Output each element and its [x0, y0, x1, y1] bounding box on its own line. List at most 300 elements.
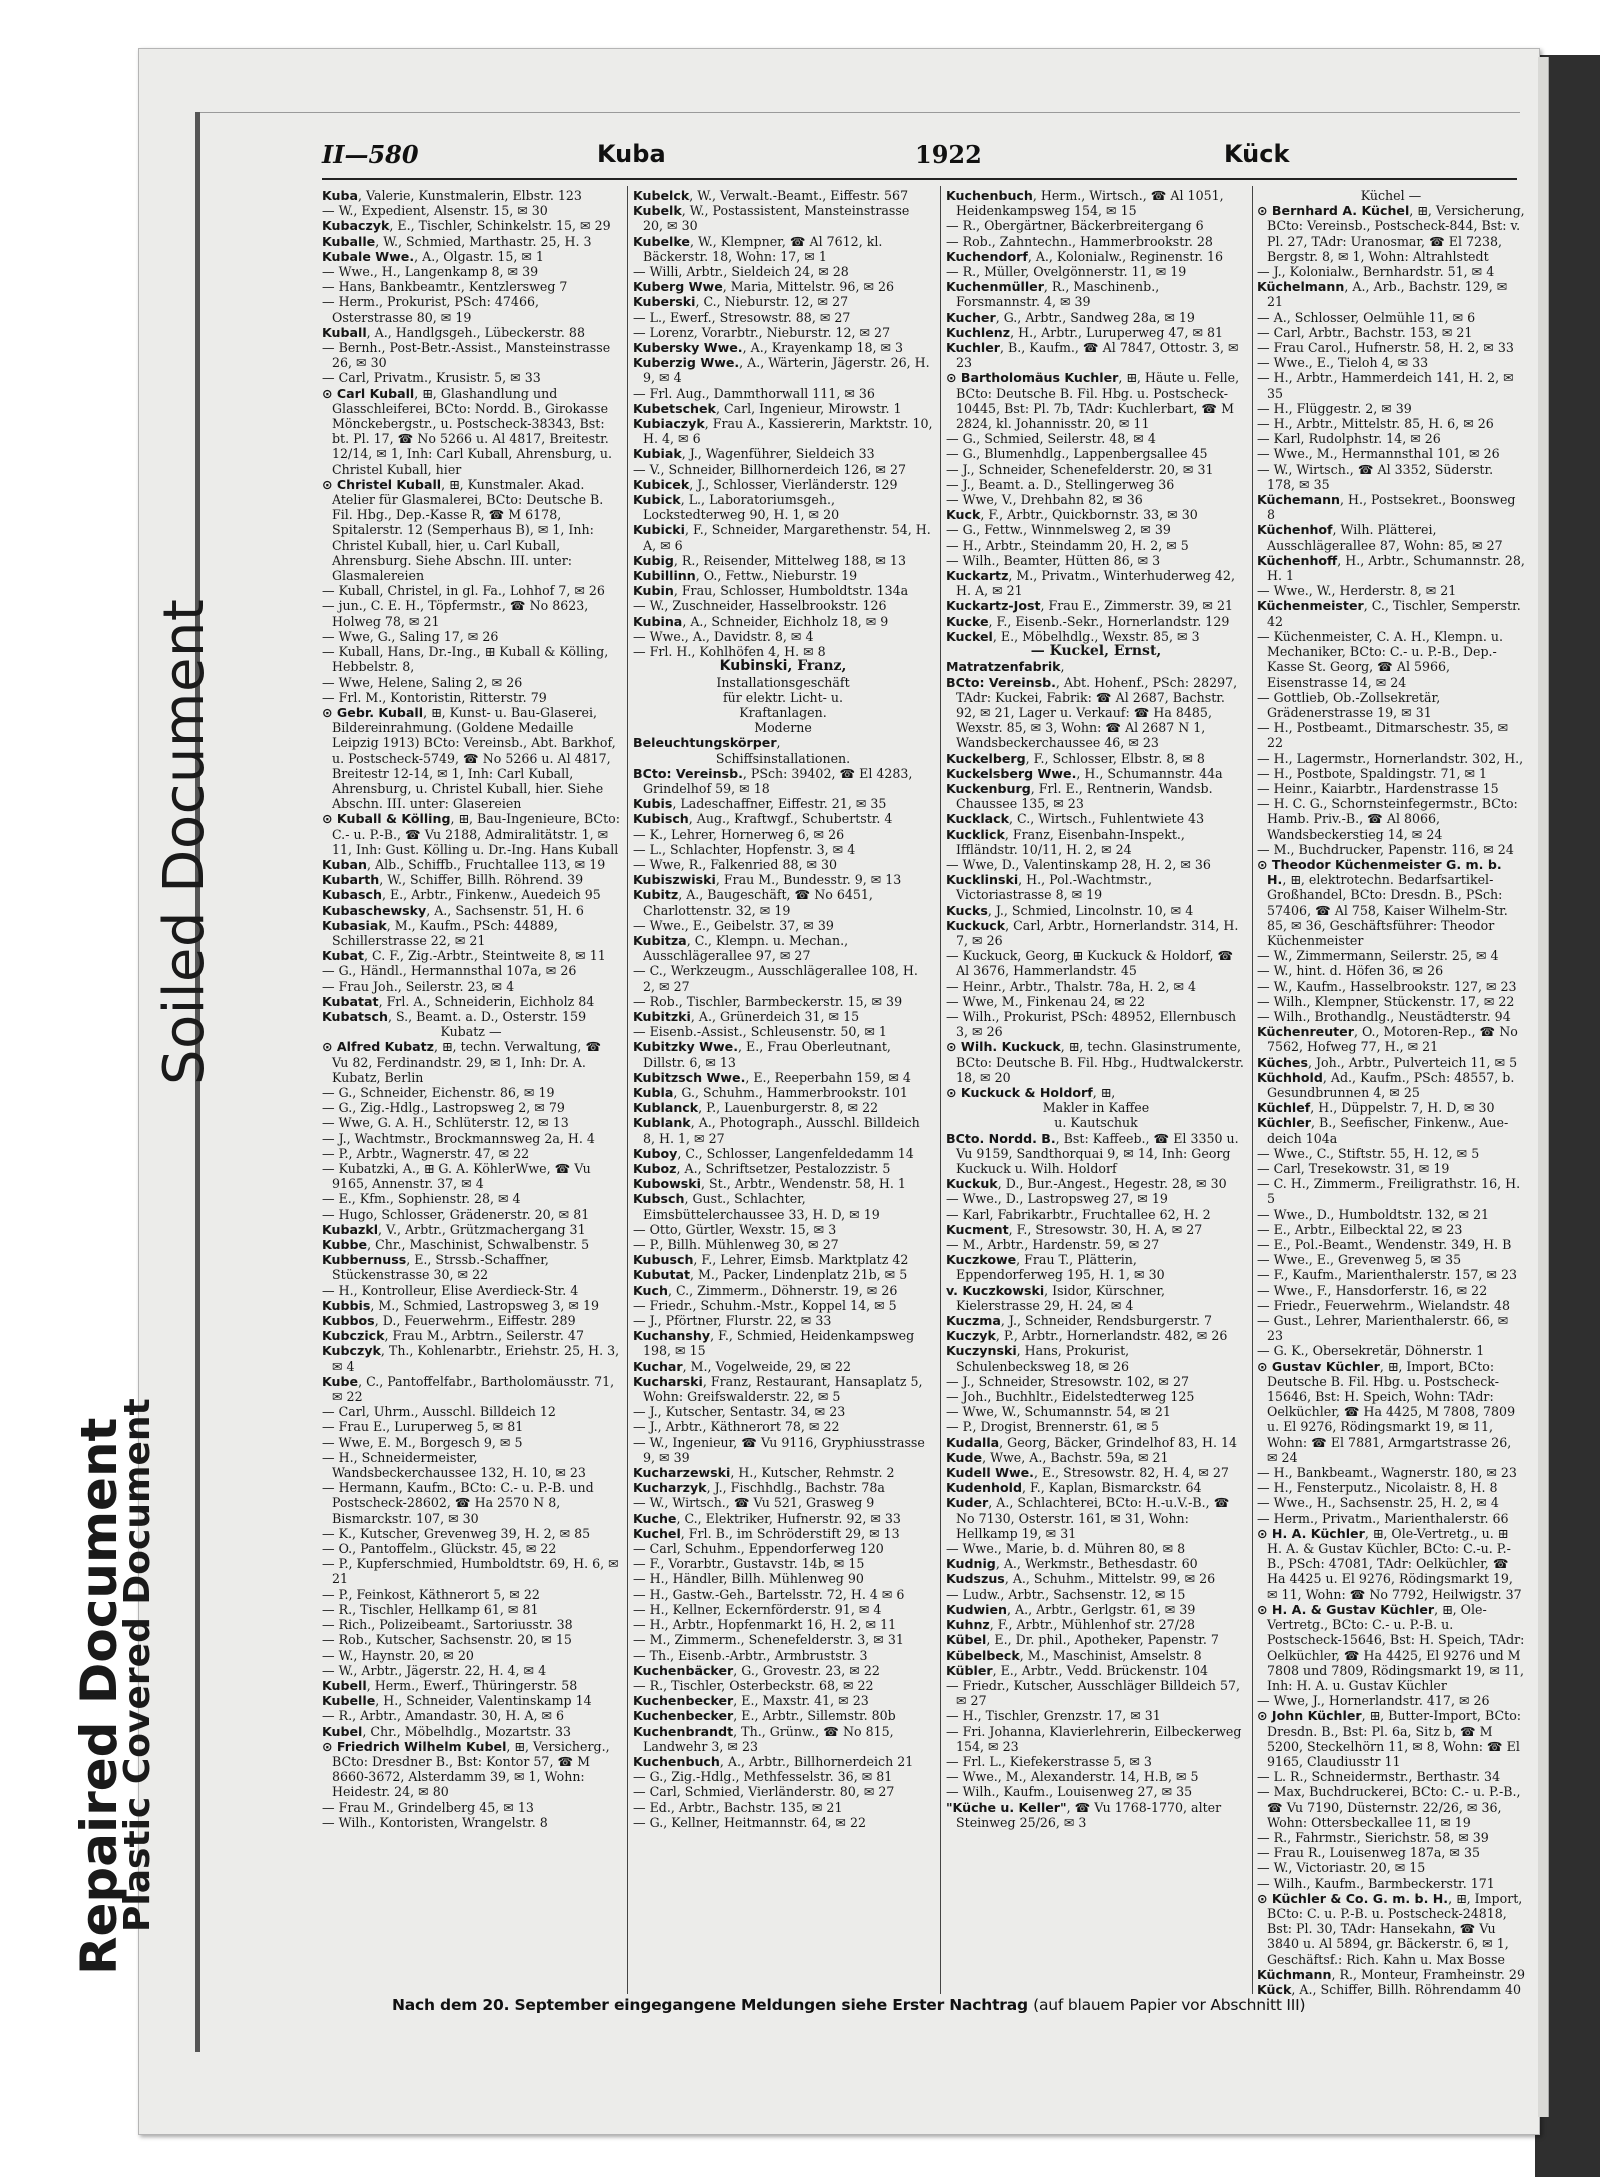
- directory-entry: Kuchenbecker, E., Maxstr. 41, ✉ 23: [633, 1693, 869, 1709]
- directory-entry: Kuckelberg, F., Schlosser, Elbstr. 8, ✉ 8: [946, 750, 1205, 766]
- directory-entry: — Fri. Johanna, Klavierlehrerin, Eilbeckerweg 154, ✉ 23: [946, 1723, 1242, 1754]
- directory-entry: Kuckelsberg Wwe., H., Schumannstr. 44a: [946, 765, 1223, 781]
- directory-entry: — J., Kutscher, Sentastr. 34, ✉ 23: [633, 1404, 846, 1420]
- directory-entry: Kuberg Wwe, Maria, Mittelstr. 96, ✉ 26: [633, 279, 895, 295]
- directory-entry: — J., Schneider, Schenefelderstr. 20, ✉ 31: [946, 461, 1214, 477]
- directory-entry: ⊙ Küchler & Co. G. m. b. H., ⊞, Import, BCto: C. u. P.-B. u. Postscheck-24818, Bst: Pl. 30, TAdr: Hansekahn, ☎ Vu 3840 u. Al 5894, gr. Bäckerstr. 6, ✉ 1, Geschäftsf.: Rich. Kahn u. Max Bosse: [1257, 1890, 1523, 1967]
- directory-entry: Kuchenbrandt, Th., Grünw., ☎ No 815, Landwehr 3, ✉ 23: [633, 1723, 894, 1754]
- directory-entry: — Eisenb.-Assist., Schleusenstr. 50, ✉ 1: [633, 1024, 887, 1040]
- footer-paren: (auf blauem Papier vor Abschnitt III): [1033, 1996, 1306, 2014]
- directory-entry: Matratzenfabrik,: [946, 659, 1065, 675]
- directory-entry: — M., Arbtr., Hardenstr. 59, ✉ 27: [946, 1237, 1160, 1253]
- directory-entry: Kudnig, A., Werkmstr., Bethesdastr. 60: [946, 1556, 1198, 1572]
- directory-entry: Kück, A., Schiffer, Billh. Röhrendamm 40: [1257, 1981, 1522, 1997]
- directory-entry: ⊙ H. A. Küchler, ⊞, Ole-Vertretg., u. ⊞ H. A. & Gustav Küchler, BCto: C.-u. P.-B., PSch: 47081, TAdr: Oelküchler, ☎ Ha 4425 u. El 9276, Rödingsmarkt 19, ✉ 11, Wohn: ☎ No 7792, Heilwigstr. 37: [1257, 1525, 1522, 1602]
- directory-entry: Kubsch, Gust., Schlachter, Eimsbüttelerchaussee 33, H. D, ✉ 19: [633, 1191, 880, 1222]
- directory-entry: Kubitzsch Wwe., E., Reeperbahn 159, ✉ 4: [633, 1069, 911, 1085]
- directory-entry: Kuchenbäcker, G., Grovestr. 23, ✉ 22: [633, 1662, 880, 1678]
- directory-entry: Küchenhoff, H., Arbtr., Schumannstr. 28, H. 1: [1257, 552, 1525, 584]
- directory-entry: Kudalla, Georg, Bäcker, Grindelhof 83, H. 14: [946, 1434, 1238, 1450]
- directory-entry: ⊙ Bernhard A. Küchel, ⊞, Versicherung, BCto: Vereinsb., Postscheck-844, Bst: v. Pl. 27, TAdr: Uranosmar, ☎ El 7238, Bergstr. 8, ✉ 1, Wohn: Altrahlstedt: [1257, 203, 1525, 264]
- directory-entry: — W., Haynstr. 20, ✉ 20: [322, 1647, 474, 1663]
- directory-entry: — Rich., Polizeibeamt., Sartoriusstr. 38: [322, 1617, 573, 1633]
- directory-entry: Kuder, A., Schlachterei, BCto: H.-u.V.-B., ☎ No 7130, Osterstr. 161, ✉ 31, Wohn: Hellkamp 19, ✉ 31: [946, 1495, 1230, 1541]
- directory-entry: Kubelke, W., Klempner, ☎ Al 7612, kl. Bäckerstr. 18, Wohn: 17, ✉ 1: [633, 233, 883, 264]
- directory-entry: — Wwe., H., Sachsenstr. 25, H. 2, ✉ 4: [1257, 1495, 1499, 1511]
- directory-entry: Küchelmann, A., Arb., Bachstr. 129, ✉ 21: [1257, 279, 1508, 310]
- directory-entry: Kubowski, St., Arbtr., Wendenstr. 58, H. 1: [633, 1176, 906, 1192]
- directory-entry: Kucklack, C., Wirtsch., Fuhlentwiete 43: [946, 811, 1205, 827]
- page-top-edge: [200, 112, 1520, 113]
- directory-entry: Kübelbeck, M., Maschinist, Amselstr. 8: [946, 1647, 1202, 1663]
- directory-entry: Kubillinn, O., Fettw., Nieburstr. 19: [633, 568, 858, 584]
- directory-entry: — Gust., Lehrer, Marienthalerstr. 66, ✉ 23: [1257, 1313, 1509, 1344]
- directory-entry: — R., Müller, Ovelgönnerstr. 11, ✉ 19: [946, 264, 1187, 280]
- directory-entry: — G., Kellner, Heitmannstr. 64, ✉ 22: [633, 1814, 866, 1830]
- directory-entry: — P., Kupferschmied, Humboldtstr. 69, H. 6, ✉ 21: [322, 1556, 619, 1587]
- directory-entry: Küchhold, Ad., Kaufm., PSch: 48557, b. Gesundbrunnen 4, ✉ 25: [1257, 1069, 1515, 1100]
- directory-entry: — Wwe., M., Alexanderstr. 14, H.B, ✉ 5: [946, 1769, 1199, 1785]
- directory-entry: Kubbis, M., Schmied, Lastropsweg 3, ✉ 19: [322, 1297, 599, 1313]
- directory-entry: — Herm., Privatm., Marienthalerstr. 66: [1257, 1510, 1509, 1526]
- directory-entry: Kubitzki, A., Grünerdeich 31, ✉ 15: [633, 1008, 860, 1024]
- footer-main: Nach dem 20. September eingegangene Meldungen siehe Erster Nachtrag: [392, 1996, 1028, 2014]
- directory-entry: Kubazkl, V., Arbtr., Grützmachergang 31: [322, 1221, 586, 1237]
- directory-entry: Küchenreuter, O., Motoren-Rep., ☎ No 7562, Hofweg 77, H., ✉ 21: [1257, 1024, 1518, 1055]
- directory-entry: Kuckuck, Carl, Arbtr., Hornerlandstr. 314, H. 7, ✉ 26: [946, 917, 1239, 948]
- directory-entry: Schiffsinstallationen.: [715, 750, 851, 766]
- directory-entry: Kucks, J., Schmied, Lincolnstr. 10, ✉ 4: [946, 902, 1194, 918]
- directory-entry: Kubis, Ladeschaffner, Eiffestr. 21, ✉ 35: [633, 796, 887, 812]
- directory-entry: — M., Zimmerm., Schenefelderstr. 3, ✉ 31: [633, 1632, 904, 1648]
- directory-entry: — Carl, Privatm., Krusistr. 5, ✉ 33: [322, 370, 541, 386]
- directory-entry: — Friedr., Kutscher, Ausschläger Billdeich 57, ✉ 27: [946, 1677, 1241, 1709]
- directory-entry: — W., Kaufm., Hasselbrookstr. 127, ✉ 23: [1257, 978, 1517, 994]
- directory-entry: — P., Arbtr., Wagnerstr. 47, ✉ 22: [322, 1145, 530, 1161]
- directory-entry: — Kuckel, Ernst,: [1030, 643, 1162, 660]
- directory-entry: Kubig, R., Reisender, Mittelweg 188, ✉ 13: [633, 552, 906, 568]
- directory-entry: BCto. Nordd. B., Bst: Kaffeeb., ☎ El 3350 u. Vu 9159, Sandthorquai 9, ✉ 14, Inh: Georg Kuckuck u. Wilh. Holdorf: [946, 1130, 1239, 1176]
- page-header: [322, 140, 1522, 176]
- header-keyword-left: Kuba: [597, 140, 666, 168]
- directory-entry: Kucklinski, H., Pol.-Wachtmstr., Victoriastrasse 8, ✉ 19: [946, 872, 1152, 903]
- directory-entry: — P., Billh. Mühlenweg 30, ✉ 27: [633, 1237, 839, 1253]
- directory-column-3: [946, 188, 1246, 1988]
- directory-entry: — H., Postbote, Spaldingstr. 71, ✉ 1: [1257, 765, 1488, 781]
- directory-entry: — H., Kontrolleur, Elise Averdieck-Str. 4: [322, 1282, 579, 1298]
- directory-entry: Kube, C., Pantoffelfabr., Bartholomäusstr. 71, ✉ 22: [322, 1373, 615, 1405]
- directory-entry: Kuckenburg, Frl. E., Rentnerin, Wandsb. Chaussee 135, ✉ 23: [946, 780, 1213, 812]
- directory-entry: Kubicek, J., Schlosser, Vierländerstr. 129: [633, 476, 898, 492]
- directory-entry: Kubbos, D., Feuerwehrm., Eiffestr. 289: [322, 1313, 576, 1329]
- directory-entry: — Ed., Arbtr., Bachstr. 135, ✉ 21: [633, 1799, 843, 1815]
- directory-entry: — H., Arbtr., Steindamm 20, H. 2, ✉ 5: [946, 537, 1189, 553]
- directory-entry: Küchlef, H., Düppelstr. 7, H. D, ✉ 30: [1257, 1100, 1495, 1116]
- directory-entry: — H., Bankbeamt., Wagnerstr. 180, ✉ 23: [1257, 1465, 1517, 1481]
- directory-entry: Kubale Wwe., A., Olgastr. 15, ✉ 1: [322, 248, 544, 264]
- directory-entry: — H., Postbeamt., Ditmarschestr. 35, ✉ 22: [1257, 720, 1509, 751]
- directory-entry: — W., Wirtsch., ☎ Vu 521, Grasweg 9: [633, 1495, 875, 1511]
- directory-entry: Kucharzewski, H., Kutscher, Rehmstr. 2: [633, 1465, 895, 1481]
- directory-entry: Kuczyk, P., Arbtr., Hornerlandstr. 482, ✉ 26: [946, 1328, 1228, 1344]
- directory-entry: Kudenhold, F., Kaplan, Bismarckstr. 64: [946, 1480, 1202, 1496]
- directory-entry: — Wilh., Brothandlg., Neustädterstr. 94: [1257, 1008, 1511, 1024]
- directory-entry: — Hans, Bankbeamtr., Kentzlersweg 7: [322, 279, 568, 295]
- directory-entry: — Rob., Tischler, Barmbeckerstr. 15, ✉ 39: [633, 993, 903, 1009]
- directory-entry: — G., Schmied, Seilerstr. 48, ✉ 4: [946, 431, 1156, 447]
- directory-entry: — G., Händl., Hermannsthal 107a, ✉ 26: [322, 963, 577, 979]
- directory-entry: — Heinr., Kaiarbtr., Hardenstrasse 15: [1257, 780, 1499, 796]
- directory-entry: — W., hint. d. Höfen 36, ✉ 26: [1257, 963, 1444, 979]
- directory-entry: — G., Schneider, Eichenstr. 86, ✉ 19: [322, 1084, 555, 1100]
- directory-entry: — Carl, Tresekowstr. 31, ✉ 19: [1257, 1161, 1450, 1176]
- repaired-document-label: Repaired Document: [70, 1417, 128, 1975]
- directory-entry: Kubin, Frau, Schlosser, Humboldtstr. 134a: [633, 583, 909, 599]
- page-number: II—580: [322, 140, 419, 169]
- directory-entry: ⊙ Gustav Küchler, ⊞, Import, BCto: Deutsche B. Fil. Hbg. u. Postscheck-15646, Bst: H. Speich, Wohn: TAdr: Oelküchler, ☎ Ha 4425, M 7808, 7809 u. El 9276, Rödingsmarkt 19, ✉ 11, Wohn: ☎ El 7881, Armgartstrasse 26, ✉ 24: [1257, 1358, 1516, 1465]
- directory-entry: Kubina, A., Schneider, Eichholz 18, ✉ 9: [633, 613, 889, 629]
- directory-entry: — R., Tischler, Osterbeckstr. 68, ✉ 22: [633, 1677, 874, 1693]
- directory-entry: — Wilh., Klempner, Stückenstr. 17, ✉ 22: [1257, 993, 1515, 1009]
- directory-entry: — H., Flüggestr. 2, ✉ 39: [1257, 400, 1412, 416]
- directory-entry: — J., Pförtner, Flurstr. 22, ✉ 33: [633, 1313, 832, 1329]
- directory-entry: — Wwe, G. A. H., Schlüterstr. 12, ✉ 13: [322, 1115, 569, 1131]
- footer-note: [392, 1996, 1532, 2014]
- directory-entry: — Wwe., W., Herderstr. 8, ✉ 21: [1257, 583, 1457, 599]
- directory-entry: Kuboz, A., Schriftsetzer, Pestalozzistr. 5: [633, 1161, 891, 1176]
- directory-entry: Kuchler, B., Kaufm., ☎ Al 7847, Ottostr. 3, ✉ 23: [946, 340, 1239, 371]
- directory-entry: Kubczick, Frau M., Arbtrn., Seilerstr. 47: [322, 1328, 584, 1344]
- directory-column-1: [322, 188, 620, 1988]
- directory-entry: — Wwe, D., Valentinskamp 28, H. 2, ✉ 36: [946, 856, 1211, 872]
- directory-entry: — Wwe, R., Falkenried 88, ✉ 30: [633, 856, 838, 872]
- directory-entry: ⊙ Wilh. Kuckuck, ⊞, techn. Glasinstrumente, BCto: Deutsche B. Fil. Hbg., Hudtwalckerstr. 18, ✉ 20: [946, 1039, 1244, 1085]
- directory-entry: — L. R., Schneidermstr., Berthastr. 34: [1257, 1769, 1501, 1785]
- directory-entry: — Wwe., D., Humboldtstr. 132, ✉ 21: [1257, 1206, 1490, 1222]
- directory-entry: — Willi, Arbtr., Sieldeich 24, ✉ 28: [633, 264, 849, 280]
- directory-entry: Kubiszwiski, Frau M., Bundesstr. 9, ✉ 13: [633, 872, 902, 888]
- directory-entry: — Frau Carol., Hufnerstr. 58, H. 2, ✉ 33: [1257, 340, 1514, 356]
- directory-entry: — J., Wachtmstr., Brockmannsweg 2a, H. 4: [322, 1130, 595, 1146]
- directory-entry: — Bernh., Post-Betr.-Assist., Mansteinstrasse 26, ✉ 30: [322, 340, 611, 371]
- column-divider: [1252, 186, 1253, 1994]
- directory-entry: ⊙ H. A. & Gustav Küchler, ⊞, Ole-Vertretg., BCto: C.- u. P.-B. u. Postscheck-15646, Bst: H. Speich, TAdr: Oelküchler, ☎ Ha 4425, El 9276 und M 7808 und 7809, Rödingsmarkt 19, ✉ 11, Inh: H. A. u. Gustav Küchler: [1257, 1601, 1525, 1693]
- directory-entry: — Wwe., A., Davidstr. 8, ✉ 4: [633, 628, 814, 644]
- directory-entry: — Friedr., Schuhm.-Mstr., Koppel 14, ✉ 5: [633, 1297, 897, 1313]
- directory-entry: — W., Ingenieur, ☎ Vu 9116, Gryphiusstrasse 9, ✉ 39: [633, 1434, 925, 1465]
- directory-column-2: [633, 188, 933, 1988]
- directory-entry: — jun., C. E. H., Töpfermstr., ☎ No 8623, Holweg 78, ✉ 21: [322, 598, 589, 629]
- directory-entry: — G. K., Obersekretär, Döhnerstr. 1: [1257, 1343, 1485, 1359]
- directory-entry: — F., Kaufm., Marienthalerstr. 157, ✉ 23: [1257, 1267, 1518, 1283]
- directory-entry: Kubelk, W., Postassistent, Mansteinstrasse 20, ✉ 30: [633, 203, 910, 234]
- directory-entry: Kubitza, C., Klempn. u. Mechan., Ausschlägerallee 97, ✉ 27: [633, 932, 849, 964]
- directory-entry: Kublanck, P., Lauenburgerstr. 8, ✉ 22: [633, 1100, 879, 1116]
- directory-entry: Kubiaczyk, Frau A., Kassiererin, Marktstr. 10, H. 4, ✉ 6: [633, 416, 933, 447]
- directory-entry: — Kubatzki, A., ⊞ G. A. KöhlerWwe, ☎ Vu 9165, Annenstr. 37, ✉ 4: [322, 1161, 591, 1192]
- header-year: 1922: [915, 140, 982, 169]
- directory-entry: Kubersky Wwe., A., Krayenkamp 18, ✉ 3: [633, 340, 904, 356]
- directory-entry: Kubczyk, Th., Kohlenarbtr., Eriehstr. 25, H. 3, ✉ 4: [322, 1343, 620, 1374]
- directory-entry: — J., Kolonialw., Bernhardstr. 51, ✉ 4: [1257, 264, 1495, 280]
- directory-entry: — H. C. G., Schornsteinfegermstr., BCto: Hamb. Priv.-B., ☎ Al 8066, Wandsbeckerstieg 14, ✉ 24: [1257, 796, 1518, 842]
- directory-entry: — Wwe., C., Stiftstr. 55, H. 12, ✉ 5: [1257, 1145, 1480, 1161]
- directory-entry: — H., Arbtr., Hammerdeich 141, H. 2, ✉ 35: [1257, 370, 1514, 401]
- directory-entry: Kuczma, J., Schneider, Rendsburgerstr. 7: [946, 1313, 1213, 1329]
- directory-entry: Kuberski, C., Nieburstr. 12, ✉ 27: [633, 294, 849, 310]
- directory-entry: — K., Lehrer, Hornerweg 6, ✉ 26: [633, 826, 845, 842]
- directory-entry: — W., Arbtr., Jägerstr. 22, H. 4, ✉ 4: [322, 1662, 547, 1678]
- directory-entry: — Wwe., M., Hermannsthal 101, ✉ 26: [1257, 446, 1500, 462]
- directory-entry: BCto: Vereinsb., PSch: 39402, ☎ El 4283, Grindelhof 59, ✉ 18: [633, 765, 913, 796]
- directory-entry: ⊙ Carl Kuball, ⊞, Glashandlung und Glasschleiferei, BCto: Nordd. B., Girokasse Mönckebergstr., u. Postscheck-38343, Bst: bt. Pl. 17, ☎ No 5266 u. Al 4817, Breitestr. 12/14, ✉ 1, Inh: Carl Kuball, Ahrensburg, u. Christel Kuball, hier: [322, 385, 613, 477]
- directory-entry: ⊙ Friedrich Wilhelm Kubel, ⊞, Versicherg., BCto: Dresdner B., Bst: Kontor 57, ☎ M 8660-3672, Alsterdamm 39, ✉ 1, Wohn: Heidestr. 24, ✉ 80: [322, 1738, 610, 1800]
- directory-entry: — A., Schlosser, Oelmühle 11, ✉ 6: [1257, 309, 1476, 325]
- directory-entry: — P., Feinkost, Käthnerort 5, ✉ 22: [322, 1586, 540, 1602]
- directory-entry: — Kuball, Christel, in gl. Fa., Lohhof 7, ✉ 26: [322, 583, 605, 599]
- directory-entry: Kubaczyk, E., Tischler, Schinkelstr. 15, ✉ 29: [322, 218, 611, 234]
- directory-entry: ⊙ Christel Kuball, ⊞, Kunstmaler. Akad. Atelier für Glasmalerei, BCto: Deutsche B. Fil. Hbg., Dep.-Kasse R, ☎ M 6178, Spitalerstr. 12 (Semperhaus B), ✉ 1, Inh: Christel Kuball, hier, u. Carl Kuball, Ahrensburg. Siehe Abschn. III. unter: Glasmalereien: [322, 476, 604, 584]
- directory-entry: Kuchenmüller, R., Maschinenb., Forsmannstr. 4, ✉ 39: [946, 279, 1160, 310]
- directory-entry: — J., Beamt. a. D., Stellingerweg 36: [946, 476, 1175, 492]
- directory-entry: Kubel, Chr., Möbelhdlg., Mozartstr. 33: [322, 1723, 571, 1739]
- column-divider: [940, 186, 941, 1994]
- directory-entry: — Carl, Schuhm., Eppendorferweg 120: [633, 1541, 884, 1557]
- directory-entry: — E., Arbtr., Eilbecktal 22, ✉ 23: [1257, 1221, 1463, 1237]
- directory-entry: Kucke, F., Eisenb.-Sekr., Hornerlandstr. 129: [946, 613, 1230, 629]
- directory-entry: — Wilh., Kaufm., Barmbeckerstr. 171: [1257, 1875, 1495, 1891]
- directory-entry: — Rob., Zahntechn., Hammerbrookstr. 28: [946, 233, 1213, 249]
- directory-entry: — J., Schneider, Stresowstr. 102, ✉ 27: [946, 1373, 1189, 1389]
- directory-entry: — Wwe., E., Tieloh 4, ✉ 33: [1257, 355, 1429, 371]
- directory-entry: — Wwe., Marie, b. d. Mühren 80, ✉ 8: [946, 1541, 1186, 1557]
- directory-entry: Makler in Kaffee: [1042, 1100, 1150, 1116]
- directory-entry: — Otto, Gürtler, Wexstr. 15, ✉ 3: [633, 1221, 837, 1237]
- directory-entry: — Frau R., Louisenweg 187a, ✉ 35: [1257, 1845, 1481, 1861]
- directory-entry: — H., Arbtr., Hopfenmarkt 16, H. 2, ✉ 11: [633, 1617, 897, 1633]
- directory-entry: — H., Gastw.-Geh., Bartelsstr. 72, H. 4 ✉ 6: [633, 1586, 905, 1602]
- directory-entry: — Wilh., Beamter, Hütten 86, ✉ 3: [946, 552, 1161, 568]
- directory-entry: ⊙ Alfred Kubatz, ⊞, techn. Verwaltung, ☎ Vu 82, Ferdinandstr. 29, ✉ 1, Inh: Dr. A. Kubatz, Berlin: [322, 1039, 602, 1085]
- directory-entry: — Carl, Schmied, Vierländerstr. 80, ✉ 27: [633, 1784, 895, 1800]
- directory-entry: — W., Expedient, Alsenstr. 15, ✉ 30: [322, 203, 548, 219]
- directory-entry: Kuch, C., Zimmerm., Döhnerstr. 19, ✉ 26: [633, 1282, 898, 1298]
- directory-entry: Kuczkowe, Frau T., Plätterin, Eppendorferweg 195, H. 1, ✉ 30: [946, 1252, 1165, 1283]
- directory-entry: Kuchlenz, H., Arbtr., Luruperweg 47, ✉ 81: [946, 324, 1224, 340]
- directory-entry: Kubelle, H., Schneider, Valentinskamp 14: [322, 1693, 592, 1709]
- directory-entry: ⊙ Kuball & Kölling, ⊞, Bau-Ingenieure, BCto: C.- u. P.-B., ☎ Vu 2188, Admiralitätstr. 1, ✉ 11, Inh: Gust. Kölling u. Dr.-Ing. Hans Kuball: [322, 811, 620, 857]
- directory-entry: Kucment, F., Stresowstr. 30, H. A, ✉ 27: [946, 1221, 1203, 1237]
- directory-entry: — H., Arbtr., Mittelstr. 85, H. 6, ✉ 26: [1257, 416, 1494, 432]
- directory-entry: Kuck, F., Arbtr., Quickbornstr. 33, ✉ 30: [946, 507, 1198, 523]
- directory-entry: ⊙ John Küchler, ⊞, Butter-Import, BCto: Dresdn. B., Bst: Pl. 6a, Sitz b, ☎ M 5200, Steckelhörn 11, ✉ 8, Wohn: ☎ El 9165, Claudiusstr 11: [1257, 1708, 1522, 1769]
- directory-entry: — G., Fettw., Winnmelsweg 2, ✉ 39: [946, 522, 1171, 538]
- directory-entry: — W., Wirtsch., ☎ Al 3352, Süderstr. 178, ✉ 35: [1257, 461, 1494, 492]
- directory-entry: — W., Zimmermann, Seilerstr. 25, ✉ 4: [1257, 948, 1499, 964]
- directory-entry: — Gottlieb, Ob.-Zollsekretär, Grädenerstrasse 19, ✉ 31: [1257, 689, 1441, 720]
- directory-entry: Kuban, Alb., Schiffb., Fruchtallee 113, ✉ 19: [322, 856, 606, 872]
- directory-entry: Küchemann, H., Postsekret., Boonsweg 8: [1257, 492, 1516, 523]
- directory-entry: Kubutat, M., Packer, Lindenplatz 21b, ✉ 5: [633, 1267, 908, 1283]
- directory-entry: Kubetschek, Carl, Ingenieur, Mirowstr. 1: [633, 400, 902, 416]
- directory-entry: Kubusch, F., Lehrer, Eimsb. Marktplatz 42: [633, 1252, 909, 1268]
- directory-entry: — Wwe., E., Grevenweg 5, ✉ 35: [1257, 1252, 1462, 1268]
- directory-entry: — L., Schlachter, Hopfenstr. 3, ✉ 4: [633, 841, 856, 857]
- directory-entry: Kude, Wwe, A., Bachstr. 59a, ✉ 21: [946, 1449, 1169, 1465]
- directory-entry: Kubbernuss, E., Strssb.-Schaffner, Stückenstrasse 30, ✉ 22: [322, 1252, 549, 1283]
- directory-entry: Kubarth, W., Schiffer, Billh. Röhrend. 39: [322, 872, 584, 888]
- directory-entry: Kuberzig Wwe., A., Wärterin, Jägerstr. 26, H. 9, ✉ 4: [633, 355, 930, 386]
- directory-entry: — Hermann, Kaufm., BCto: C.- u. P.-B. und Postscheck-28602, ☎ Ha 2570 N 8, Bismarckstr. 107, ✉ 30: [322, 1480, 594, 1526]
- directory-entry: — Frau E., Luruperweg 5, ✉ 81: [322, 1419, 524, 1435]
- directory-entry: — Friedr., Feuerwehrm., Wielandstr. 48: [1257, 1297, 1511, 1313]
- directory-entry: — C., Werkzeugm., Ausschlägerallee 108, H. 2, ✉ 27: [633, 963, 918, 994]
- directory-entry: — Wwe, G., Saling 17, ✉ 26: [322, 628, 499, 644]
- directory-entry: — Frau Joh., Seilerstr. 23, ✉ 4: [322, 978, 515, 994]
- header-keyword-right: Kück: [1224, 140, 1290, 168]
- directory-entry: Kuchar, M., Vogelweide, 29, ✉ 22: [633, 1358, 852, 1374]
- directory-entry: Kubell, Herm., Ewerf., Thüringerstr. 58: [322, 1677, 578, 1693]
- directory-entry: Kuche, C., Elektriker, Hufnerstr. 92, ✉ 33: [633, 1510, 901, 1526]
- directory-entry: Kubitzky Wwe., E., Frau Oberleutnant, Dillstr. 6, ✉ 13: [633, 1039, 891, 1070]
- directory-entry: Kubick, L., Laboratoriumsgeh., Lockstedterweg 90, H. 1, ✉ 20: [633, 492, 840, 523]
- directory-entry: — Wilh., Kontoristen, Wrangelstr. 8: [322, 1814, 548, 1830]
- directory-entry: — E., Pol.-Beamt., Wendenstr. 349, H. B: [1257, 1237, 1512, 1253]
- directory-entry: Kuckuk, D., Bur.-Angest., Hegestr. 28, ✉ 30: [946, 1176, 1227, 1192]
- directory-entry: Küches, Joh., Arbtr., Pulverteich 11, ✉ 5: [1257, 1054, 1518, 1070]
- directory-entry: Kuchanshy, F., Schmied, Heidenkampsweg 198, ✉ 15: [633, 1328, 915, 1359]
- directory-entry: — Rob., Kutscher, Sachsenstr. 20, ✉ 15: [322, 1632, 572, 1648]
- directory-entry: Kubitz, A., Baugeschäft, ☎ No 6451, Charlottenstr. 32, ✉ 19: [633, 887, 873, 918]
- directory-entry: Kubaschewsky, A., Sachsenstr. 51, H. 6: [322, 902, 584, 918]
- directory-entry: — W., Victoriastr. 20, ✉ 15: [1257, 1860, 1426, 1876]
- directory-entry: Küchenhof, Wilh. Plätterei, Ausschlägerallee 87, Wohn: 85, ✉ 27: [1257, 522, 1503, 553]
- directory-entry: Kubbe, Chr., Maschinist, Schwalbenstr. 5: [322, 1237, 590, 1253]
- plastic-covered-label: Plastic Covered Document: [117, 1398, 158, 1932]
- directory-column-4: [1257, 188, 1525, 1997]
- directory-entry: Kuba, Valerie, Kunstmalerin, Elbstr. 123: [322, 188, 582, 203]
- directory-entry: Kuball, A., Handlgsgeh., Lübeckerstr. 88: [322, 324, 585, 340]
- soiled-document-label: Soiled Document: [152, 598, 217, 1085]
- directory-entry: Kubatz —: [440, 1024, 502, 1040]
- directory-entry: — G., Blumenhdlg., Lappenbergsallee 45: [946, 446, 1208, 462]
- directory-entry: für elektr. Licht- u.: [722, 689, 844, 705]
- directory-entry: — Lorenz, Vorarbtr., Nieburstr. 12, ✉ 27: [633, 324, 891, 340]
- directory-entry: Kubelck, W., Verwalt.-Beamt., Eiffestr. 567: [633, 188, 909, 203]
- directory-entry: — Carl, Arbtr., Bachstr. 153, ✉ 21: [1257, 324, 1473, 340]
- directory-entry: Kuhnz, F., Arbtr., Mühlenhof str. 27/28: [946, 1617, 1195, 1633]
- directory-entry: — M., Buchdrucker, Papenstr. 116, ✉ 24: [1257, 841, 1514, 857]
- directory-entry: — Frau M., Grindelberg 45, ✉ 13: [322, 1799, 534, 1815]
- directory-entry: — R., Obergärtner, Bäckerbreitergang 6: [946, 218, 1204, 234]
- directory-entry: ⊙ Bartholomäus Kuchler, ⊞, Häute u. Felle, BCto: Deutsche B. Fil. Hbg. u. Postscheck-10445, Bst: Pl. 7b, TAdr: Kuchlerbart, ☎ M 2824, kl. Johannisstr. 20, ✉ 11: [946, 370, 1240, 432]
- directory-entry: Kuckel, E., Möbelhdlg., Wexstr. 85, ✉ 3: [946, 628, 1200, 644]
- directory-entry: — Wwe, M., Finkenau 24, ✉ 22: [946, 993, 1145, 1009]
- directory-entry: — Wilh., Prokurist, PSch: 48952, Ellernbusch 3, ✉ 26: [946, 1008, 1237, 1040]
- directory-entry: Kuchendorf, A., Kolonialw., Reginenstr. 16: [946, 248, 1224, 264]
- directory-entry: — Wwe, W., Schumannstr. 54, ✉ 21: [946, 1404, 1171, 1420]
- directory-entry: — Th., Eisenb.-Arbtr., Armbruststr. 3: [633, 1647, 868, 1663]
- directory-entry: Kraftanlagen.: [739, 704, 827, 720]
- directory-entry: — Herm., Prokurist, PSch: 47466, Osterstrasse 80, ✉ 19: [322, 294, 539, 325]
- directory-entry: — R., Arbtr., Amandastr. 30, H. A, ✉ 6: [322, 1708, 565, 1724]
- directory-entry: Kucharzyk, J., Fischhdlg., Bachstr. 78a: [633, 1480, 885, 1496]
- directory-entry: — J., Arbtr., Käthnerort 78, ✉ 22: [633, 1419, 840, 1435]
- directory-entry: — C. H., Zimmerm., Freiligrathstr. 16, H. 5: [1257, 1176, 1521, 1207]
- directory-entry: Kubasiak, M., Kaufm., PSch: 44889, Schillerstrasse 22, ✉ 21: [322, 917, 558, 948]
- directory-entry: — H., Tischler, Grenzstr. 17, ✉ 31: [946, 1708, 1161, 1724]
- directory-entry: — P., Drogist, Brennerstr. 61, ✉ 5: [946, 1419, 1160, 1435]
- directory-entry: ⊙ Kuckuck & Holdorf, ⊞,: [946, 1084, 1116, 1100]
- directory-entry: — Wwe, Helene, Saling 2, ✉ 26: [322, 674, 523, 690]
- directory-entry: Kubisch, Aug., Kraftwgf., Schubertstr. 4: [633, 811, 893, 827]
- directory-entry: — Heinr., Arbtr., Thalstr. 78a, H. 2, ✉ 4: [946, 978, 1197, 994]
- directory-entry: — Max, Buchdruckerei, BCto: C.- u. P.-B., ☎ Vu 7190, Düsternstr. 22/26, ✉ 36, Wohn: Ottersbeckallee 11, ✉ 19: [1257, 1784, 1521, 1830]
- directory-entry: — Karl, Fabrikarbtr., Fruchtallee 62, H. 2: [946, 1206, 1211, 1222]
- directory-entry: — K., Kutscher, Grevenweg 39, H. 2, ✉ 85: [322, 1525, 591, 1541]
- directory-entry: — Küchenmeister, C. A. H., Klempn. u. Mechaniker, BCto: C.- u. P.-B., Dep.-Kasse St. Georg, ☎ Al 5966, Eisenstrasse 14, ✉ 24: [1257, 628, 1504, 690]
- directory-entry: — Wwe, E. M., Borgesch 9, ✉ 5: [322, 1434, 523, 1450]
- directory-entry: Kubasch, E., Arbtr., Finkenw., Auedeich 95: [322, 887, 601, 903]
- directory-entry: Kucharski, Franz, Restaurant, Hansaplatz 5, Wohn: Greifswalderstr. 22, ✉ 5: [633, 1373, 923, 1405]
- directory-entry: Kubla, G., Schuhm., Hammerbrookstr. 101: [633, 1084, 908, 1100]
- directory-entry: — W., Zuschneider, Hasselbrookstr. 126: [633, 598, 887, 614]
- directory-entry: — Wwe., E., Geibelstr. 37, ✉ 39: [633, 917, 834, 933]
- directory-entry: — Wwe, J., Hornerlandstr. 417, ✉ 26: [1257, 1693, 1490, 1709]
- directory-entry: Kuchenbuch, A., Arbtr., Billhornerdeich 21: [633, 1753, 914, 1769]
- directory-entry: — Kuball, Hans, Dr.-Ing., ⊞ Kuball & Kölling, Hebbelstr. 8,: [322, 644, 609, 675]
- directory-entry: Beleuchtungskörper,: [633, 735, 781, 751]
- directory-entry: Kuchenbecker, E., Arbtr., Sillemstr. 80b: [633, 1708, 896, 1724]
- directory-entry: — H., Lagermstr., Hornerlandstr. 302, H.,: [1257, 750, 1524, 766]
- directory-entry: Kubatat, Frl. A., Schneiderin, Eichholz 84: [322, 993, 595, 1009]
- directory-entry: Kuczynski, Hans, Prokurist, Schulenbecksweg 18, ✉ 26: [946, 1343, 1130, 1374]
- directory-entry: — Wwe., D., Lastropsweg 27, ✉ 19: [946, 1191, 1168, 1207]
- directory-entry: — Karl, Rudolphstr. 14, ✉ 26: [1257, 431, 1441, 447]
- directory-entry: Kuckartz-Jost, Frau E., Zimmerstr. 39, ✉ 21: [946, 598, 1233, 614]
- directory-entry: — H., Kellner, Eckernförderstr. 91, ✉ 4: [633, 1601, 882, 1617]
- directory-entry: — Frl. L., Kiefekerstrasse 5, ✉ 3: [946, 1753, 1152, 1769]
- directory-entry: ⊙ Gebr. Kuball, ⊞, Kunst- u. Bau-Glaserei, Bildereinrahmung. (Goldene Medaille Leipzig 1913) BCto: Vereinsb., Abt. Barkhof, u. Postscheck-5749, ☎ No 5266 u. Al 4817, Breitestr 12-14, ✉ 1, Inh: Carl Kuball, Ahrensburg, u. Christel Kuball, hier. Siehe Abschn. III. unter: Glasereien: [322, 704, 616, 812]
- directory-entry: — H., Fensterputz., Nicolaistr. 8, H. 8: [1257, 1480, 1498, 1496]
- directory-entry: — Hugo, Schlosser, Grädenerstr. 20, ✉ 81: [322, 1206, 590, 1222]
- directory-entry: Kuboy, C., Schlosser, Langenfeldedamm 14: [633, 1145, 914, 1161]
- directory-entry: Kuckartz, M., Privatm., Winterhuderweg 42, H. A, ✉ 21: [946, 568, 1235, 599]
- directory-entry: — G., Zig.-Hdlg., Lastropsweg 2, ✉ 79: [322, 1100, 565, 1116]
- directory-entry: — Carl, Uhrm., Ausschl. Billdeich 12: [322, 1404, 556, 1420]
- directory-entry: "Küche u. Keller", ☎ Vu 1768-1770, alter Steinweg 25/26, ✉ 3: [946, 1799, 1222, 1830]
- directory-entry: Küchmann, R., Monteur, Framheinstr. 29: [1257, 1966, 1525, 1982]
- directory-entry: Kublank, A., Photograph., Ausschl. Billdeich 8, H. 1, ✉ 27: [633, 1115, 920, 1146]
- directory-entry: — Joh., Buchhltr., Eidelstedterweg 125: [946, 1389, 1195, 1405]
- directory-entry: — Frl. M., Kontoristin, Ritterstr. 79: [322, 689, 547, 705]
- directory-entry: Moderne: [754, 720, 812, 736]
- directory-entry: Installationsgeschäft: [716, 674, 850, 690]
- directory-entry: Kübel, E., Dr. phil., Apotheker, Papenstr. 7: [946, 1632, 1219, 1648]
- directory-entry: Küchenmeister, C., Tischler, Semperstr. 42: [1257, 598, 1521, 629]
- header-rule: [322, 178, 1517, 180]
- directory-entry: — R., Fahrmstr., Sierichstr. 58, ✉ 39: [1257, 1829, 1489, 1845]
- directory-entry: — Wwe, V., Drehbahn 82, ✉ 36: [946, 492, 1143, 508]
- directory-entry: — O., Pantoffelm., Glückstr. 45, ✉ 22: [322, 1541, 557, 1557]
- directory-entry: ⊙ Theodor Küchenmeister G. m. b. H., ⊞, elektrotechn. Bedarfsartikel-Großhandel, BCto: Dresdn. B., PSch: 57406, ☎ Al 758, Kaiser Wilhelm-Str. 85, ✉ 36, Geschäftsführer: Theodor Küchenmeister: [1257, 856, 1508, 948]
- directory-entry: Kubat, C. F., Zig.-Arbtr., Steintweite 8, ✉ 11: [322, 948, 606, 964]
- directory-entry: — Wilh., Kaufm., Louisenweg 27, ✉ 35: [946, 1784, 1193, 1800]
- directory-entry: Kübler, E., Arbtr., Vedd. Brückenstr. 104: [946, 1662, 1209, 1678]
- directory-entry: v. Kuczkowski, Isidor, Kürschner, Kielerstrasse 29, H. 24, ✉ 4: [946, 1282, 1166, 1313]
- directory-entry: Kuballe, W., Schmied, Marthastr. 25, H. 3: [322, 233, 592, 249]
- directory-entry: — R., Tischler, Hellkamp 61, ✉ 81: [322, 1601, 539, 1617]
